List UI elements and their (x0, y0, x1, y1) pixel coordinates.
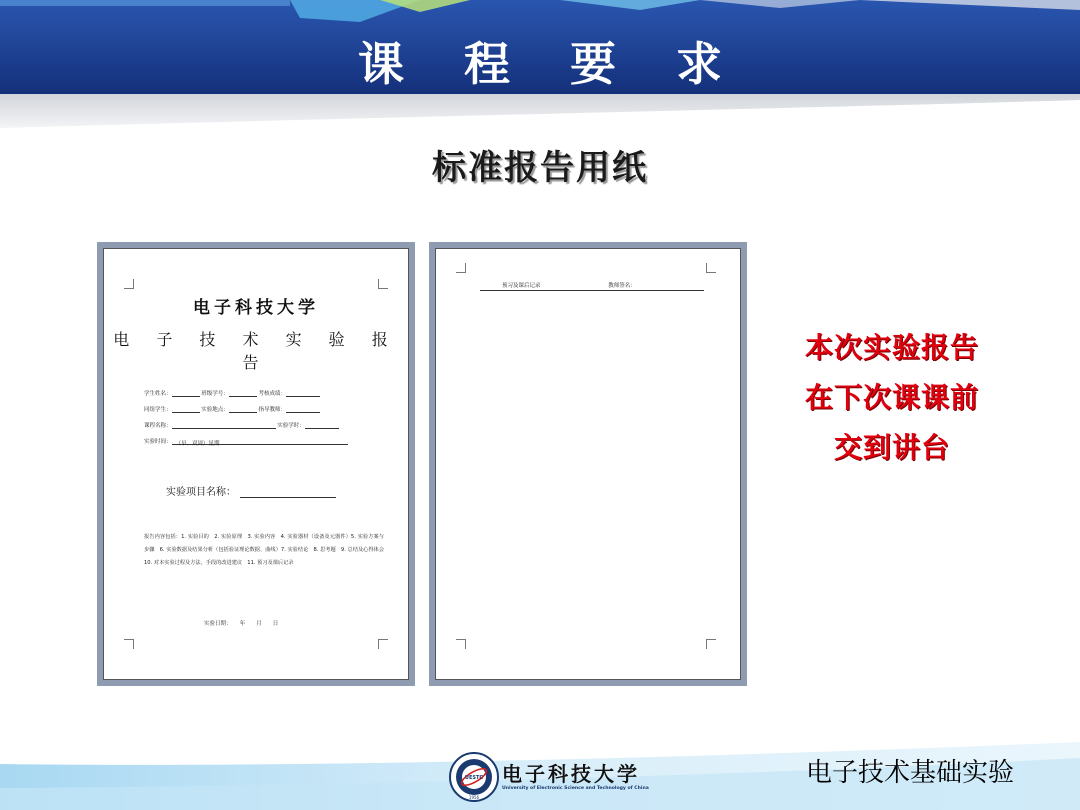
slide-subtitle: 标准报告用纸 (432, 148, 648, 188)
info-row (144, 437, 348, 445)
record-label: 预习及课后记录 (502, 283, 541, 289)
field-label: 指导教师： (258, 407, 287, 413)
corner-mark (124, 279, 134, 289)
field-label: 班级学号： (201, 391, 229, 397)
footer-university-english: University of Electronic Science and Technology of China (502, 786, 649, 791)
report-paper-record (429, 242, 747, 686)
field-label: 课程名称： (144, 423, 172, 429)
course-name: 电子技术基础实验 (806, 758, 1015, 788)
field-label: 实验地点： (201, 407, 229, 413)
submission-note-line-3: 交到讲台 (833, 431, 950, 464)
report-title: 电 子 技 术 实 验 报 告 (113, 330, 399, 372)
report-paper-cover (97, 242, 415, 686)
project-name-label: 实验项目名称： (166, 487, 236, 498)
logo-mark-text: UESTC (464, 775, 484, 781)
project-name-field (166, 483, 336, 498)
record-header (480, 281, 704, 291)
corner-mark (706, 263, 716, 273)
corner-mark (378, 279, 388, 289)
info-row (144, 389, 320, 397)
paper-sheet (103, 248, 409, 680)
signature-label: 教师签名： (608, 283, 636, 289)
field-label: 同组学生： (144, 407, 172, 413)
header-banner (0, 0, 1080, 128)
corner-mark (456, 639, 466, 649)
field-label: 实验时间： (144, 439, 172, 445)
field-label: 实验学时： (277, 423, 305, 429)
field-label: 学生姓名： (144, 391, 172, 397)
corner-mark (124, 639, 134, 649)
info-row (144, 421, 339, 429)
info-row (144, 405, 320, 413)
submission-note-line-1: 本次实验报告 (804, 331, 979, 364)
submission-note-line-2: 在下次课课前 (804, 381, 979, 414)
slide-title: 课 程 要 求 (357, 37, 745, 91)
experiment-date: 实验日期： 年 月 日 (204, 621, 279, 627)
corner-mark (378, 639, 388, 649)
field-value: （早、双周）星期 (175, 441, 220, 447)
corner-mark (456, 263, 466, 273)
field-label: 考核成绩： (258, 391, 287, 397)
paper-sheet (435, 248, 741, 680)
footer-university-name: 电子科技大学 (502, 762, 640, 786)
corner-mark (706, 639, 716, 649)
university-name: 电子科技大学 (193, 298, 319, 318)
university-logo-icon (449, 752, 499, 802)
report-content-description: 报告内容包括：1. 实验目的 2. 实验原理 3. 实验内容 4. 实验器材（设备及元器件）5. 实验方案与步骤 6. 实验数据及结果分析（包括验证理论数据、曲线）7. 实验结论 8. 思考题 9. 总结及心得体会 10. 对本实验过程及方法、手段的改进建议 11. 预习及课后记录 (144, 534, 390, 566)
logo-year-text: 1956 (468, 795, 480, 800)
